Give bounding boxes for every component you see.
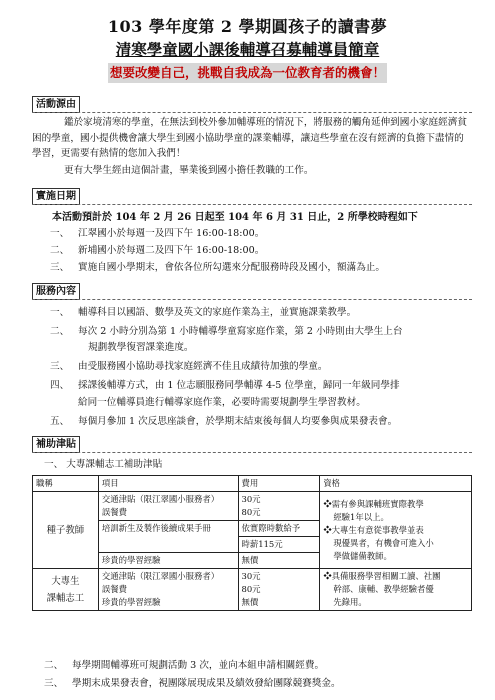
- qualification-cell: [320, 569, 472, 611]
- item-number: 一、: [50, 307, 70, 318]
- table-cell: 培訓新生及製作後續成果手冊: [98, 521, 238, 553]
- origin-paragraph-1: 鑑於家境清寒的學童，在無法到校外參加輔導班的情況下，將服務的觸角延伸到國小家庭經濟貧困的學童，國小提供機會讓大學生到國小協助學童的課業輔導，讓這些學童在沒有經濟的負擔下盡情的學習，更需要有熱情的您加入我們！: [32, 117, 467, 159]
- item-number: 二、: [50, 326, 70, 337]
- table-header: 費用: [238, 476, 320, 492]
- fee-line: 30元: [241, 571, 261, 581]
- table-cell: [98, 492, 238, 521]
- qual-line: 現優異者，有機會可進入小: [333, 537, 434, 548]
- item-text: 新埔國小於每週二及四下午 16:00-18:00。: [78, 245, 265, 256]
- item-number: 二、: [50, 245, 70, 256]
- qual-line: 幹部、康輔、教學經驗者優: [333, 584, 434, 594]
- item-number: 三、: [50, 262, 70, 273]
- item-line: 誤餐費: [101, 584, 127, 594]
- slogan-banner: 想要改變自己，挑戰自我成為一位教育者的機會！: [108, 63, 387, 83]
- schedule-item: [50, 260, 475, 276]
- item-text: 每次 2 小時分別為第 1 小時輔導學童寫家庭作業，第 2 小時則由大學生上台: [78, 326, 403, 337]
- service-item: [50, 414, 475, 430]
- section-label-service: 服務內容: [32, 283, 80, 300]
- qual-line: 經驗1年以上。: [333, 511, 389, 522]
- section-divider: [32, 452, 472, 453]
- item-text: 採課後輔導方式，由 1 位志願服務同學輔導 4-5 位學童，歸同一年級同學排: [78, 380, 400, 391]
- qual-line: ❖大專生有意從事教學並表: [323, 524, 424, 535]
- table-cell: 珍貴的學習經驗: [98, 553, 238, 569]
- qual-line: 先錄用。: [333, 597, 367, 607]
- item-text: 輔導科目以國語、數學及英文的家庭作業為主，並實施課業教學。: [78, 307, 357, 318]
- role-cell: [33, 569, 99, 611]
- item-text: 實施自國小學期末，會依各位所勾選來分配服務時段及國小，額滿為止。: [78, 262, 385, 273]
- subsidy-table-title: 一、 大專課輔志工補助津貼: [44, 459, 163, 470]
- table-row: [33, 492, 472, 521]
- fee-line: 80元: [241, 507, 261, 517]
- section-label-subsidy: 補助津貼: [32, 436, 80, 453]
- fee-line: 無價: [241, 597, 259, 607]
- qual-line: 學做儲備教師。: [333, 550, 392, 561]
- table-cell: 時薪115元: [238, 537, 320, 553]
- table-header: 職稱: [33, 476, 99, 492]
- item-text-continued: 規劃教學復習課業進度。: [88, 342, 194, 353]
- role-line: 課輔志工: [46, 592, 85, 604]
- section-divider: [32, 112, 472, 113]
- item-number: 二、: [44, 660, 64, 671]
- item-text: 由受服務國小協助尋找家庭經濟不佳且成績待加強的學童。: [78, 361, 328, 372]
- section-label-schedule: 實施日期: [32, 188, 80, 205]
- item-number: 一、: [50, 228, 70, 239]
- table-cell: 無價: [238, 553, 320, 569]
- role-line: 大專生: [51, 575, 80, 587]
- table-row: [33, 569, 472, 611]
- subsidy-note: [44, 676, 474, 692]
- item-number: 三、: [50, 361, 70, 372]
- page-subtitle: 清寒學童國小課後輔導召募輔導員簡章: [115, 40, 380, 59]
- table-cell: [98, 569, 238, 611]
- table-cell: 依實際時數給予: [238, 521, 320, 537]
- item-number: 三、: [44, 678, 64, 689]
- role-cell: 種子教師: [33, 492, 99, 569]
- service-item: [50, 305, 475, 321]
- item-text-continued: 給同一位輔導員進行輔導家庭作業，必要時需要規劃學生學習教材。: [78, 397, 366, 408]
- item-line: 珍貴的學習經驗: [101, 597, 161, 607]
- service-item: [50, 359, 475, 375]
- section-divider: [32, 299, 472, 300]
- qual-line: ❖需有參與課輔班實際教學: [323, 498, 424, 509]
- origin-paragraph-2: 更有大學生經由這個計畫，畢業後到國小擔任教職的工作。: [64, 165, 314, 176]
- item-line: 交通津貼（限江翠國小服務者）: [101, 571, 220, 581]
- fee-line: 80元: [241, 584, 261, 594]
- item-number: 四、: [50, 380, 70, 391]
- service-item: [50, 324, 475, 340]
- item-number: 五、: [50, 416, 70, 427]
- page-title: 103 學年度第 2 學期圓孩子的讀書夢: [107, 17, 388, 36]
- table-cell: [238, 492, 320, 521]
- item-text: 江翠國小於每週一及四下午 16:00-18:00。: [78, 228, 265, 239]
- item-text: 學期末成果發表會，視團隊展現成果及績效發給團隊競賽獎金。: [72, 678, 341, 689]
- table-header: 資格: [320, 476, 472, 492]
- fee-line: 30元: [241, 494, 261, 504]
- table-header: 項目: [98, 476, 238, 492]
- section-divider: [32, 204, 472, 205]
- item-text: 每個月參加 1 次反思座談會，於學期末結束後每個人均要參與成果發表會。: [78, 416, 398, 427]
- section-label-origin: 活動源由: [32, 96, 80, 113]
- schedule-item: [50, 226, 475, 242]
- table-cell: [238, 569, 320, 611]
- subsidy-note: [44, 658, 474, 674]
- item-line: 交通津貼（限江翠國小服務者）: [101, 494, 220, 504]
- schedule-item: [50, 243, 475, 259]
- schedule-lead: 本活動預計於 104 年 2 月 26 日起至 104 年 6 月 31 日止，2 所學校時程如下: [52, 212, 418, 223]
- item-text: 每學期間輔導班可規劃活動 3 次，並向本組申請相關經費。: [72, 660, 325, 671]
- table-header-row: [33, 476, 472, 492]
- service-item: [50, 378, 475, 394]
- qualification-cell: [320, 492, 472, 569]
- subsidy-table: [32, 475, 472, 611]
- item-line: 誤餐費: [101, 507, 127, 517]
- qual-line: ❖具備服務學習相關工讀、社團: [323, 571, 441, 581]
